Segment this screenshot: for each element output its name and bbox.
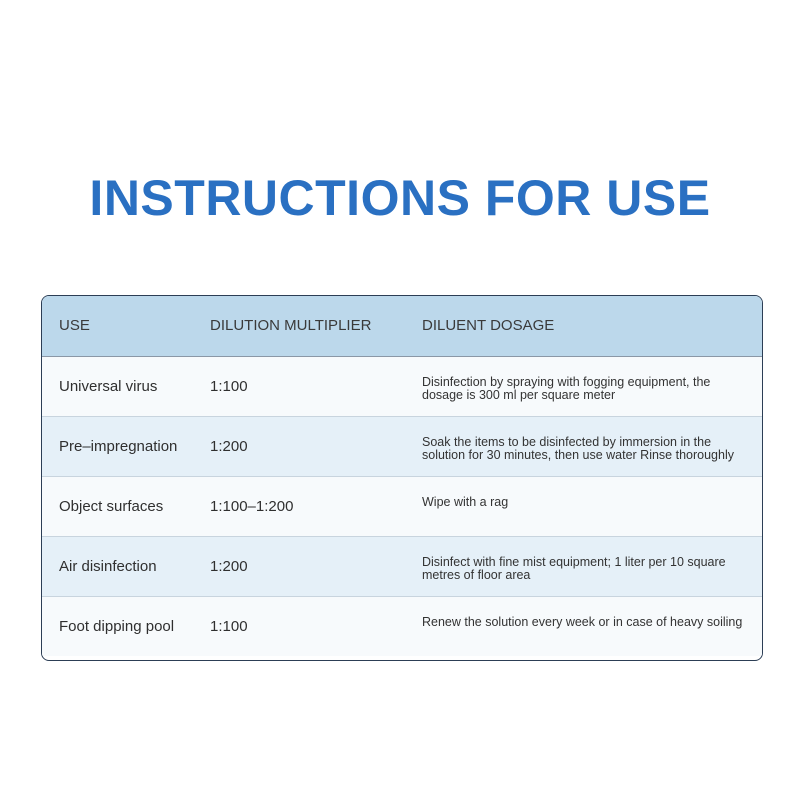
table-row bbox=[42, 416, 762, 476]
page-title: INSTRUCTIONS FOR USE bbox=[89, 170, 711, 226]
table-row bbox=[42, 476, 762, 536]
table-row bbox=[42, 356, 762, 416]
row-use: Air disinfection bbox=[42, 536, 210, 596]
row-dosage: Disinfection by spraying with fogging equipment, the dosage is 300 ml per square meter bbox=[422, 374, 711, 402]
table-row bbox=[42, 596, 762, 656]
instructions-table-grid bbox=[42, 296, 762, 656]
instructions-table bbox=[41, 295, 763, 661]
row-use: Object surfaces bbox=[42, 476, 210, 536]
row-dosage: Disinfect with fine mist equipment; 1 liter per 10 square metres of floor area bbox=[422, 536, 762, 596]
table-header-row bbox=[42, 296, 762, 356]
row-use: Pre–impregnation bbox=[42, 416, 210, 476]
row-dilution: 1:200 bbox=[210, 416, 422, 476]
header-dilution-multiplier: DILUTION MULTIPLIER bbox=[210, 296, 422, 356]
row-use: Foot dipping pool bbox=[42, 596, 210, 656]
row-dosage: Wipe with a rag bbox=[422, 476, 762, 536]
row-use: Universal virus bbox=[59, 377, 158, 395]
row-dilution: 1:200 bbox=[210, 536, 422, 596]
row-dosage: Renew the solution every week or in case of heavy soiling bbox=[422, 596, 762, 656]
header-diluent-dosage: DILUENT DOSAGE bbox=[422, 296, 762, 356]
header-use: USE bbox=[42, 296, 210, 356]
row-dosage: Soak the items to be disinfected by immersion in the solution for 30 minutes, then use water Rinse thoroughly bbox=[422, 416, 762, 476]
row-dilution: 1:100 bbox=[210, 596, 422, 656]
row-dilution: 1:100–1:200 bbox=[210, 476, 422, 536]
table-row bbox=[42, 536, 762, 596]
row-dilution: 1:100 bbox=[210, 377, 248, 395]
